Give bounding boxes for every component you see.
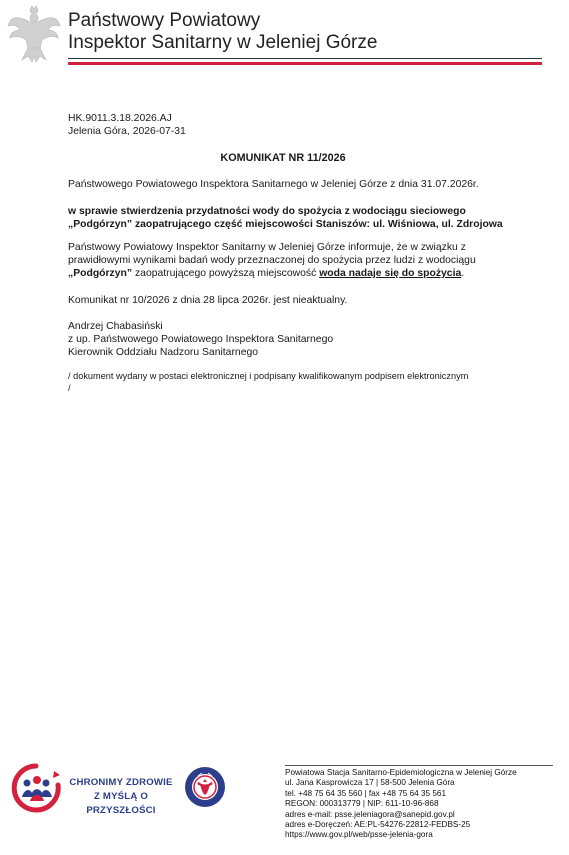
institution-title: [68, 10, 377, 54]
signatory-name: Andrzej Chabasiński: [68, 321, 163, 332]
footer-regon-nip: REGON: 000313779 | NIP: 611-10-96-868: [285, 799, 439, 809]
footer-divider: [285, 765, 553, 766]
slogan-line2: Z MYŚLĄ O PRZYSZŁOŚCI: [86, 791, 156, 816]
outdated-notice: Komunikat nr 10/2026 z dnia 28 lipca 2026r. jest nieaktualny.: [68, 295, 348, 306]
signatory-role1: z up. Państwowego Powiatowego Inspektora Sanitarnego: [68, 334, 334, 345]
footer-station-name: Powiatowa Stacja Sanitarno-Epidemiologiczna w Jeleniej Górze: [285, 768, 517, 777]
electronic-signature-note-end: /: [68, 383, 71, 393]
slogan: [66, 776, 176, 818]
footer-phone-fax: tel. +48 75 64 35 560 | fax +48 75 64 35 561: [285, 788, 447, 798]
subject-line1: w sprawie stwierdzenia przydatności wody do spożycia z wodociągu sieciowego: [68, 206, 466, 217]
signatory-role2: Kierownik Oddziału Nadzoru Sanitarnego: [68, 347, 259, 358]
health-protection-logo-icon: [10, 763, 62, 813]
institution-title-line1: Państwowy Powiatowy: [68, 10, 261, 31]
body-line3-mid: zaopatrującego powyższą miejscowość: [132, 268, 320, 279]
body-line1: Państwowy Powiatowy Inspektor Sanitarny w Jeleniej Górze informuje, że w związku z: [68, 242, 466, 253]
header-divider-red: [68, 62, 542, 65]
electronic-signature-note: / dokument wydany w postaci elektronicznej i podpisany kwalifikowanym podpisem elektronicznym: [68, 371, 469, 381]
slogan-line1: CHRONIMY ZDROWIE: [69, 777, 173, 788]
footer-email: adres e-mail: psse.jeleniagora@sanepid.gov.pl: [285, 809, 455, 819]
water-supply-name: „Podgórzyn”: [68, 268, 133, 279]
water-fit-statement: woda nadaje się do spożycia: [319, 268, 462, 279]
body-line2: prawidłowymi wynikami badań wody przeznaczonej do spożycia przez ludzi z wodociągu: [68, 255, 476, 266]
subject-line2: „Podgórzyn” zaopatrującego część miejscowości Staniszów: ul. Wiśniowa, ul. Zdrojowa: [68, 219, 503, 230]
document-heading: KOMUNIKAT NR 11/2026: [220, 152, 346, 164]
intro-text: Państwowego Powiatowego Inspektora Sanitarnego w Jeleniej Górze z dnia 31.07.2026r.: [68, 179, 479, 190]
reference-number: HK.9011.3.18.2026.AJ: [68, 113, 172, 124]
sanitary-inspection-badge-icon: [184, 766, 226, 808]
header-divider-black: [68, 58, 542, 59]
footer-website: https://www.gov.pl/web/psse-jelenia-gora: [285, 830, 433, 840]
footer-street: ul. Jana Kasprowicza 17 | 58-500 Jelenia Góra: [285, 778, 455, 788]
institution-title-line2: Inspektor Sanitarny w Jeleniej Górze: [68, 32, 378, 53]
footer-edelivery: adres e-Doręczeń: AE:PL-54276-22812-FEDBS-25: [285, 820, 471, 830]
body-line3: [68, 267, 464, 280]
place-date: Jelenia Góra, 2026-07-31: [68, 126, 186, 137]
footer-address-block: [285, 768, 517, 841]
body-line3-end: .: [461, 268, 465, 279]
polish-eagle-emblem: [6, 4, 62, 68]
